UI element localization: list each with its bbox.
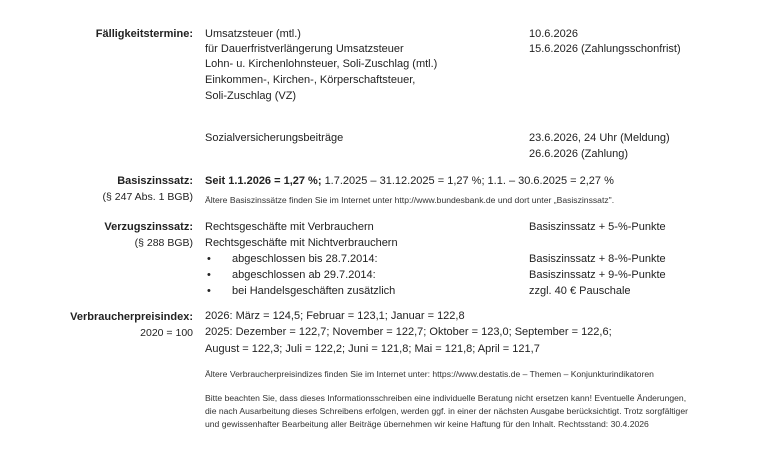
verzugszins-row-1: Rechtsgeschäfte mit Verbrauchern bbox=[205, 221, 374, 233]
basiszins-line bbox=[205, 175, 614, 187]
faelligkeit-item-2: für Dauerfristverlängerung Umsatzsteuer bbox=[205, 43, 404, 55]
verzugszins-bullet-3-value: zzgl. 40 € Pauschale bbox=[529, 285, 631, 297]
disclaimer-line-3: und gewissenhafter Bearbeitung aller Beiträge übernehmen wir keine Haftung für den Inhalt. Rechtsstand: 30.4.2026 bbox=[205, 419, 649, 429]
verzugszins-row-2: Rechtsgeschäfte mit Nichtverbrauchern bbox=[205, 237, 398, 249]
basiszins-note: Ältere Basiszinssätze finden Sie im Internet unter http://www.bundesbank.de und dort unter „Basiszinssatz". bbox=[205, 195, 615, 205]
verzugszins-bullet-3: bei Handelsgeschäften zusätzlich bbox=[232, 285, 396, 297]
disclaimer-line-2: die nach Ausarbeitung dieses Schreibens erfolgen, werden ggf. in einer der nächsten Ausgabe berücksichtigt. Trotz sorgfältiger bbox=[205, 406, 688, 416]
sv-label: Sozialversicherungsbeiträge bbox=[205, 132, 344, 144]
verzugszins-row-1-value: Basiszinssatz + 5-%-Punkte bbox=[529, 221, 666, 233]
vpi-note: Ältere Verbraucherpreisindizes finden Sie im Internet unter: https://www.destatis.de – Themen – Konjunkturindikatoren bbox=[205, 369, 654, 379]
faelligkeit-item-5: Soli-Zuschlag (VZ) bbox=[205, 90, 297, 102]
sv-date-2: 26.6.2026 (Zahlung) bbox=[529, 148, 629, 160]
basiszins-sub: (§ 247 Abs. 1 BGB) bbox=[102, 191, 193, 203]
verzugszins-bullet-2: abgeschlossen ab 29.7.2014: bbox=[232, 269, 376, 281]
basiszins-current: Seit 1.1.2026 = 1,27 %; bbox=[205, 175, 322, 187]
vpi-line-2: 2025: Dezember = 122,7; November = 122,7; Oktober = 123,0; September = 122,6; bbox=[205, 326, 612, 338]
verzugszins-label: Verzugszinssatz: bbox=[104, 221, 193, 233]
verzugszins-bullet-1-value: Basiszinssatz + 8-%-Punkte bbox=[529, 253, 666, 265]
sv-date-1: 23.6.2026, 24 Uhr (Meldung) bbox=[529, 132, 670, 144]
faelligkeit-item-4: Einkommen-, Kirchen-, Körperschaftsteuer, bbox=[205, 74, 416, 86]
vpi-line-1: 2026: März = 124,5; Februar = 123,1; Januar = 122,8 bbox=[205, 310, 465, 322]
disclaimer-line-1: Bitte beachten Sie, dass dieses Informationsschreiben eine individuelle Beratung nicht ersetzen kann! Eventuelle Änderungen, bbox=[205, 393, 687, 403]
basiszins-label: Basiszinssatz: bbox=[117, 175, 193, 187]
vpi-label: Verbraucherpreisindex: bbox=[70, 311, 193, 323]
faelligkeit-date-1: 10.6.2026 bbox=[529, 28, 578, 40]
bullet-2: • bbox=[207, 269, 211, 281]
bullet-3: • bbox=[207, 285, 211, 297]
verzugszins-sub: (§ 288 BGB) bbox=[134, 237, 193, 249]
verzugszins-bullet-2-value: Basiszinssatz + 9-%-Punkte bbox=[529, 269, 666, 281]
bullet-1: • bbox=[207, 253, 211, 265]
faelligkeit-item-3: Lohn- u. Kirchenlohnsteuer, Soli-Zuschlag (mtl.) bbox=[205, 58, 438, 70]
vpi-line-3: August = 122,3; Juli = 122,2; Juni = 121,8; Mai = 121,8; April = 121,7 bbox=[205, 343, 540, 355]
verzugszins-bullet-1: abgeschlossen bis 28.7.2014: bbox=[232, 253, 378, 265]
basiszins-previous: 1.7.2025 – 31.12.2025 = 1,27 %; 1.1. – 30.6.2025 = 2,27 % bbox=[324, 175, 614, 187]
faelligkeit-item-1: Umsatzsteuer (mtl.) bbox=[205, 28, 301, 40]
faelligkeit-label: Fälligkeitstermine: bbox=[95, 28, 193, 40]
vpi-sub: 2020 = 100 bbox=[140, 327, 193, 339]
faelligkeit-date-2: 15.6.2026 (Zahlungsschonfrist) bbox=[529, 43, 681, 55]
